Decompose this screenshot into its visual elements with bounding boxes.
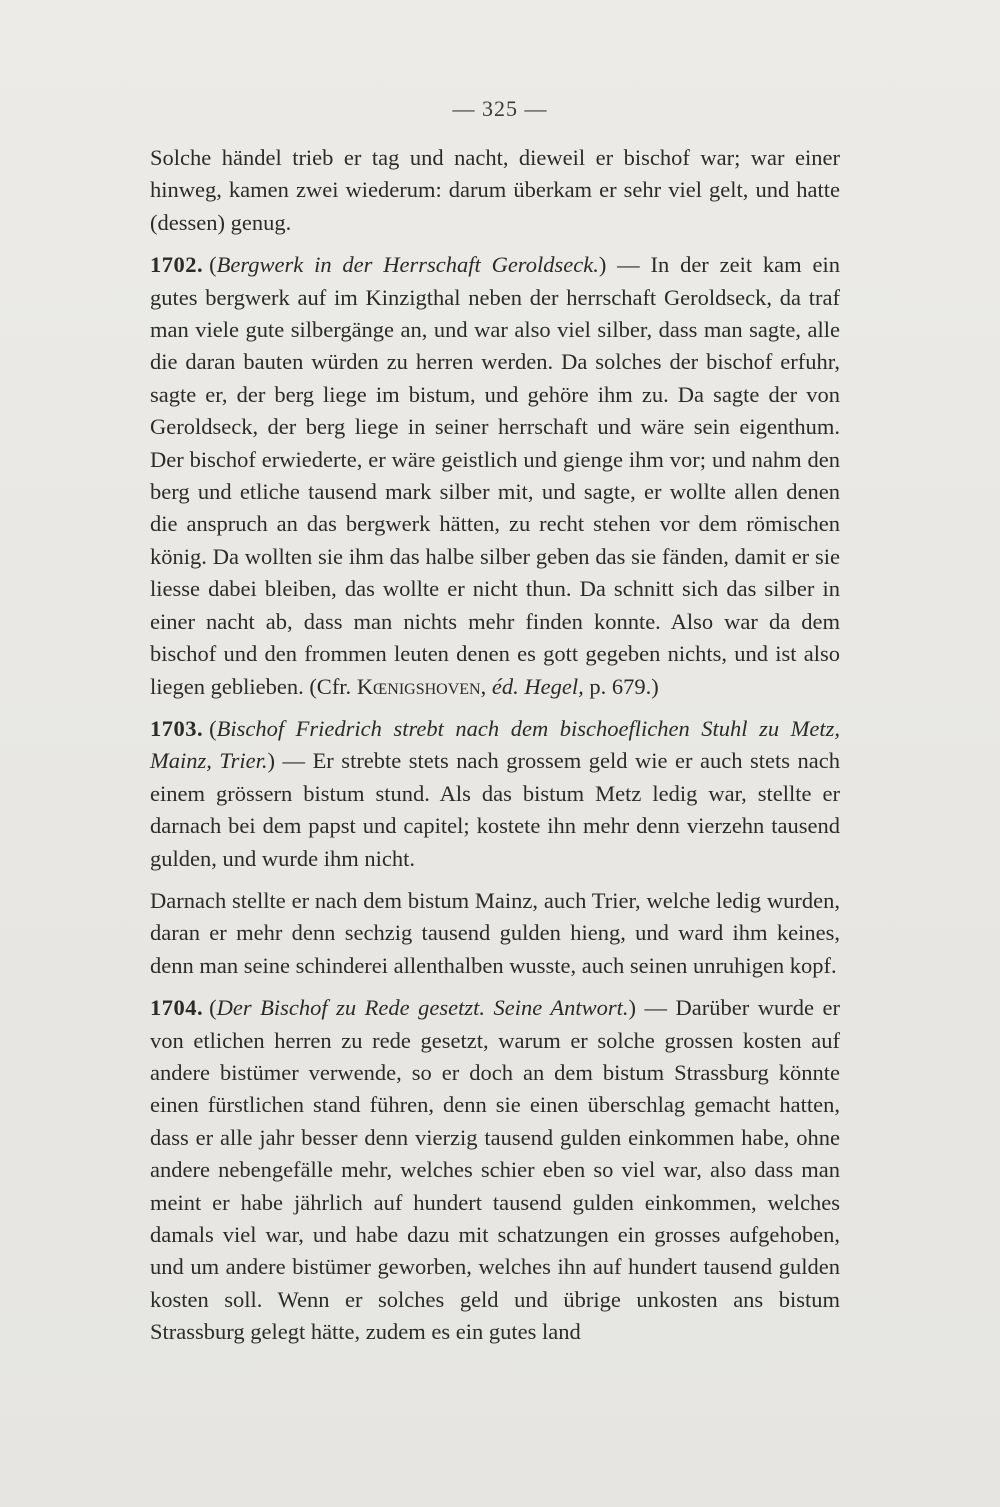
paragraph-text-comma: , [480, 673, 492, 699]
paragraph-1702 [150, 249, 840, 703]
paragraph-text: — In der zeit kam ein gutes bergwerk auf im Kinzigthal neben der herrschaft Geroldseck, da traf man viele gute silbergänge an, und war also viel silber, dass man sagte, alle die daran bauten würden zu herren werden. Da solches der bischof erfuhr, sagte er, der berg liege im bistum, und gehöre ihm zu. Da sagte der von Geroldseck, der berg liege in seiner herrschaft und wäre sein eigenthum. Der bischof erwiederte, er wäre geistlich und gienge ihm vor; und nahm den berg und etliche tausend mark silber mit, und sagte, er wollte allen denen die anspruch an das bergwerk hätten, zu recht stehen vor dem römischen könig. Da wollten sie ihm das halbe silber geben das sie fänden, damit er sie liesse dabei bleiben, das wollte er nicht thun. Da schnitt sich das silber in einer nacht ab, dass man nichts mehr finden konnte. Also war da dem bischof und den frommen leuten denen es gott gegeben nichts, und ist also liegen geblieben. (Cfr. [150, 252, 840, 699]
section-number: 1703. [150, 715, 204, 741]
body-text [150, 142, 840, 1359]
page-number: — 325 — [452, 96, 548, 121]
section-heading: Bergwerk in der Herrschaft Geroldseck. [216, 252, 599, 278]
paragraph-text: Darnach stellte er nach dem bistum Mainz, auch Trier, welche ledig wurden, daran er mehr denn sechzig tausend gulden hieng, und ward ihm keines, denn man seine schinderei allenthalben wusste, auch seinen unruhigen kopf. [150, 887, 840, 978]
close-paren: ) [628, 995, 636, 1021]
close-paren: ) [267, 748, 276, 774]
section-heading: Der Bischof zu Rede gesetzt. Seine Antwort. [216, 995, 629, 1021]
paragraph-continuation [150, 142, 840, 239]
section-number: 1702. [150, 252, 204, 278]
paragraph-darnach [150, 885, 840, 982]
paragraph-1704 [150, 992, 840, 1348]
open-paren: ( [209, 252, 217, 278]
paragraph-text: Solche händel trieb er tag und nacht, dieweil er bischof war; war einer hinweg, kamen zwei wiederum: darum überkam er sehr viel gelt, und hatte (dessen) genug. [150, 145, 840, 235]
citation-page: p. 679.) [583, 673, 659, 699]
open-paren: ( [209, 995, 217, 1021]
paragraph-text: — Er strebte stets nach grossem geld wie er auch stets nach einem grössern bistum stund. Als das bistum Metz ledig war, stellte er darnach bei dem papst und capitel; kostete ihn mehr denn vierzehn tausend gulden, und wurde ihm nicht. [150, 748, 840, 871]
open-paren: ( [209, 715, 217, 741]
section-number: 1704. [150, 995, 204, 1021]
close-paren: ) [598, 252, 607, 278]
citation-author: Kœnigshoven [356, 673, 481, 699]
paragraph-1703 [150, 713, 840, 875]
paragraph-text: — Darüber wurde er von etlichen herren zu rede gesetzt, warum er solche grossen kosten auf andere bistümer verwende, so er doch an dem bistum Strassburg könnte einen fürstlichen stand führen, denn sie einen überschlag gemacht hatten, dass er alle jahr besser denn vierzig tausend gulden einkommen habe, ohne andere nebengefälle mehr, welches schier eben so viel war, also dass man meint er habe jährlich auf hundert tausend gulden einkommen, welches damals viel war, und habe dazu mit schatzungen ein grosses aufgehoben, und um andere bistümer geworben, welches ihn auf hundert tausend gulden kosten soll. Wenn er solches geld und übrige unkosten ans bistum Strassburg gelegt hätte, zudem es ein gutes land [150, 995, 840, 1345]
section-heading: Bischof Friedrich strebt nach dem bischoeflichen Stuhl zu Metz, Mainz, Trier. [150, 715, 840, 774]
citation-edition: éd. Hegel, [491, 673, 584, 699]
